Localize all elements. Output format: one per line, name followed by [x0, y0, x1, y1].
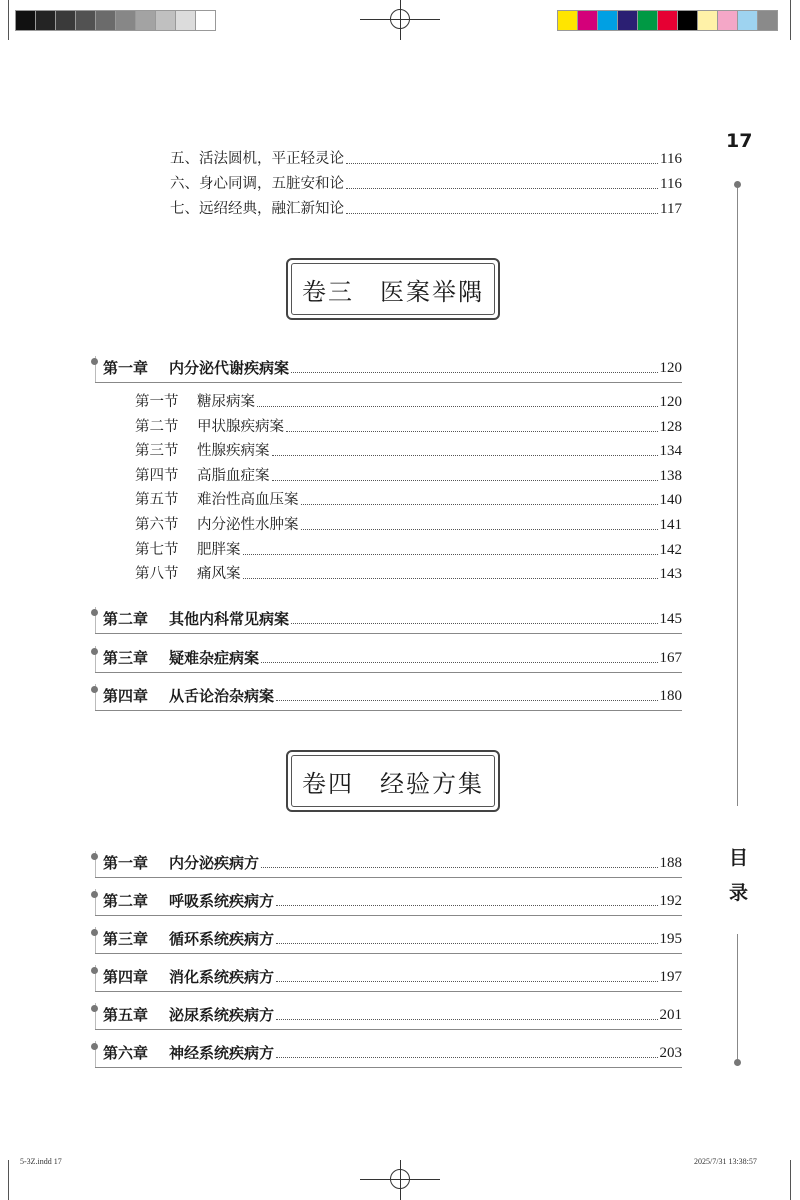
chapter-number: 第二章	[103, 892, 149, 910]
page-ref: 141	[659, 517, 682, 533]
chapter-title: 内分泌疾病方	[169, 854, 260, 872]
toc-entry-row[interactable]	[170, 200, 682, 218]
dot-leader	[291, 622, 657, 624]
registration-mark	[390, 9, 410, 29]
bullet-icon	[91, 1005, 98, 1012]
section-title: 高脂血症案	[197, 467, 270, 484]
rail-line	[737, 188, 738, 806]
page-ref: 140	[659, 492, 682, 509]
footer-file: 5-3Z.indd 17	[20, 1157, 62, 1166]
color-swatch	[717, 10, 738, 31]
section-label	[135, 541, 241, 559]
dot-leader	[301, 503, 658, 505]
page-ref: 188	[659, 855, 682, 871]
dot-leader	[276, 904, 657, 906]
chapter-label	[103, 610, 289, 628]
page-ref: 167	[659, 650, 682, 666]
color-swatch	[617, 10, 638, 31]
page-ref: 145	[659, 611, 682, 627]
section-title: 性腺疾病案	[197, 443, 270, 460]
dot-leader	[272, 479, 658, 481]
gray-swatch	[175, 10, 196, 31]
section-label	[135, 467, 270, 485]
chapter-label	[103, 649, 259, 667]
page-ref: 116	[660, 151, 682, 167]
dot-leader	[286, 430, 658, 432]
section-title: 内分泌性水肿案	[197, 517, 299, 533]
dot-leader	[276, 1056, 657, 1058]
gray-swatch	[115, 10, 136, 31]
chapter-number: 第三章	[103, 930, 149, 948]
page-ref: 195	[659, 931, 682, 947]
section-label	[135, 516, 299, 534]
chapter-number: 第一章	[103, 854, 149, 872]
dot-leader	[276, 980, 657, 982]
chapter-number: 第五章	[103, 1006, 149, 1024]
bullet-icon	[91, 686, 98, 693]
chapter-label	[103, 1044, 274, 1062]
page-ref: 201	[659, 1007, 682, 1023]
gray-swatch	[135, 10, 156, 31]
page-ref: 197	[659, 969, 682, 985]
dot-leader	[346, 212, 658, 214]
toc-entry-row[interactable]	[170, 150, 682, 168]
gray-swatch	[95, 10, 116, 31]
chapter-number: 第三章	[103, 649, 149, 667]
toc-section-row[interactable]	[135, 393, 682, 411]
toc-chapter-row[interactable]	[95, 1003, 682, 1030]
section-number: 第七节	[135, 541, 179, 558]
dot-leader	[257, 405, 658, 407]
page-ref: 120	[659, 394, 682, 410]
bullet-icon	[91, 967, 98, 974]
chapter-title: 消化系统疾病方	[169, 968, 275, 986]
bullet-icon	[91, 891, 98, 898]
section-label	[135, 442, 270, 460]
chapter-label	[103, 968, 274, 986]
crop-mark	[790, 1160, 791, 1200]
color-swatch	[637, 10, 658, 31]
color-swatch	[677, 10, 698, 31]
page-ref: 138	[659, 467, 682, 484]
rail-line	[737, 934, 738, 1060]
color-swatch	[577, 10, 598, 31]
bullet-icon	[91, 929, 98, 936]
chapter-label	[103, 930, 274, 948]
crop-mark	[8, 0, 9, 40]
rail-label-lu: 录	[729, 882, 749, 904]
chapter-label	[103, 892, 274, 910]
section-title: 肥胖案	[197, 541, 241, 558]
dot-leader	[301, 528, 658, 530]
bullet-icon	[91, 609, 98, 616]
chapter-number: 第一章	[103, 359, 149, 377]
toc-chapter-row[interactable]	[95, 889, 682, 916]
section-title: 难治性高血压案	[197, 492, 299, 509]
toc-section-row[interactable]	[135, 467, 682, 485]
chapter-label	[103, 854, 259, 872]
chapter-number: 第二章	[103, 610, 149, 628]
bullet-icon	[91, 853, 98, 860]
entry-title: 六、身心同调，五脏安和论	[170, 176, 344, 192]
chapter-title: 其他内科常见病案	[169, 610, 290, 628]
section-title: 糖尿病案	[197, 394, 255, 410]
toc-section-row[interactable]	[135, 491, 682, 509]
chapter-label	[103, 687, 274, 705]
color-swatch	[757, 10, 778, 31]
entry-title: 五、活法圆机，平正轻灵论	[170, 151, 344, 167]
page-ref: 203	[659, 1045, 682, 1061]
volume-title-box	[286, 750, 500, 812]
dot-leader	[272, 454, 658, 456]
page-ref: 116	[660, 176, 682, 192]
page-number: 17	[726, 130, 753, 152]
crop-mark	[8, 1160, 9, 1200]
registration-mark	[390, 1169, 410, 1189]
rail-dot	[734, 1059, 741, 1066]
color-swatch	[697, 10, 718, 31]
rail-dot	[734, 181, 741, 188]
color-calibration-bar	[557, 10, 777, 31]
color-swatch	[597, 10, 618, 31]
toc-section-row[interactable]	[135, 442, 682, 460]
dot-leader	[276, 699, 657, 701]
dot-leader	[243, 577, 658, 579]
chapter-title: 从舌论治杂病案	[169, 687, 275, 705]
section-title: 痛风案	[197, 566, 241, 583]
toc-section-row[interactable]	[135, 418, 682, 436]
chapter-number: 第六章	[103, 1044, 149, 1062]
chapter-title: 神经系统疾病方	[169, 1044, 275, 1062]
gray-swatch	[155, 10, 176, 31]
gray-swatch	[15, 10, 36, 31]
section-number: 第一节	[135, 394, 179, 410]
toc-chapter-row[interactable]	[95, 607, 682, 634]
page-ref: 142	[659, 541, 682, 558]
dot-leader	[346, 187, 658, 189]
gray-swatch	[195, 10, 216, 31]
gray-swatch	[55, 10, 76, 31]
chapter-number: 第四章	[103, 687, 149, 705]
toc-chapter-row[interactable]	[95, 927, 682, 954]
gray-swatch	[35, 10, 56, 31]
dot-leader	[276, 1018, 657, 1020]
chapter-title: 循环系统疾病方	[169, 930, 275, 948]
bullet-icon	[91, 1043, 98, 1050]
footer-timestamp: 2025/7/31 13:38:57	[694, 1157, 757, 1166]
color-swatch	[657, 10, 678, 31]
grayscale-calibration-bar	[15, 10, 215, 31]
toc-section-row[interactable]	[135, 541, 682, 559]
dot-leader	[276, 942, 657, 944]
entry-title: 七、远绍经典，融汇新知论	[170, 201, 344, 217]
bullet-icon	[91, 648, 98, 655]
dot-leader	[261, 866, 657, 868]
gray-swatch	[75, 10, 96, 31]
page-ref: 128	[659, 418, 682, 435]
toc-entry-row[interactable]	[170, 175, 682, 193]
page-ref: 180	[659, 688, 682, 704]
chapter-number: 第四章	[103, 968, 149, 986]
page-ref: 143	[659, 566, 682, 583]
dot-leader	[346, 162, 658, 164]
section-number: 第八节	[135, 566, 179, 583]
chapter-title: 泌尿系统疾病方	[169, 1006, 275, 1024]
section-number: 第四节	[135, 467, 179, 484]
toc-chapter-row[interactable]	[95, 356, 682, 383]
page-ref: 120	[659, 360, 682, 376]
chapter-title: 疑难杂症病案	[169, 649, 260, 667]
chapter-title: 内分泌代谢疾病案	[169, 359, 290, 377]
volume-title-box	[286, 258, 500, 320]
rail-label-mu: 目	[729, 847, 749, 869]
section-label	[135, 491, 299, 509]
section-label	[135, 565, 241, 583]
page-ref: 134	[659, 443, 682, 460]
volume-title: 卷三 医案举隅	[302, 278, 484, 306]
chapter-title: 呼吸系统疾病方	[169, 892, 275, 910]
color-swatch	[737, 10, 758, 31]
toc-chapter-row[interactable]	[95, 646, 682, 673]
dot-leader	[261, 661, 657, 663]
section-label	[135, 418, 284, 436]
toc-chapter-row[interactable]	[95, 684, 682, 711]
section-label	[135, 393, 255, 411]
section-number: 第五节	[135, 492, 179, 509]
chapter-label	[103, 1006, 274, 1024]
toc-chapter-row[interactable]	[95, 851, 682, 878]
toc-chapter-row[interactable]	[95, 1041, 682, 1068]
section-number: 第三节	[135, 443, 179, 460]
toc-section-row[interactable]	[135, 565, 682, 583]
page-ref: 192	[659, 893, 682, 909]
toc-section-row[interactable]	[135, 516, 682, 534]
page-ref: 117	[660, 201, 682, 217]
section-title: 甲状腺疾病案	[197, 418, 284, 435]
section-number: 第六节	[135, 517, 179, 533]
bullet-icon	[91, 358, 98, 365]
section-number: 第二节	[135, 418, 179, 435]
dot-leader	[243, 553, 658, 555]
crop-mark	[790, 0, 791, 40]
toc-chapter-row[interactable]	[95, 965, 682, 992]
volume-title: 卷四 经验方集	[302, 770, 484, 798]
color-swatch	[557, 10, 578, 31]
